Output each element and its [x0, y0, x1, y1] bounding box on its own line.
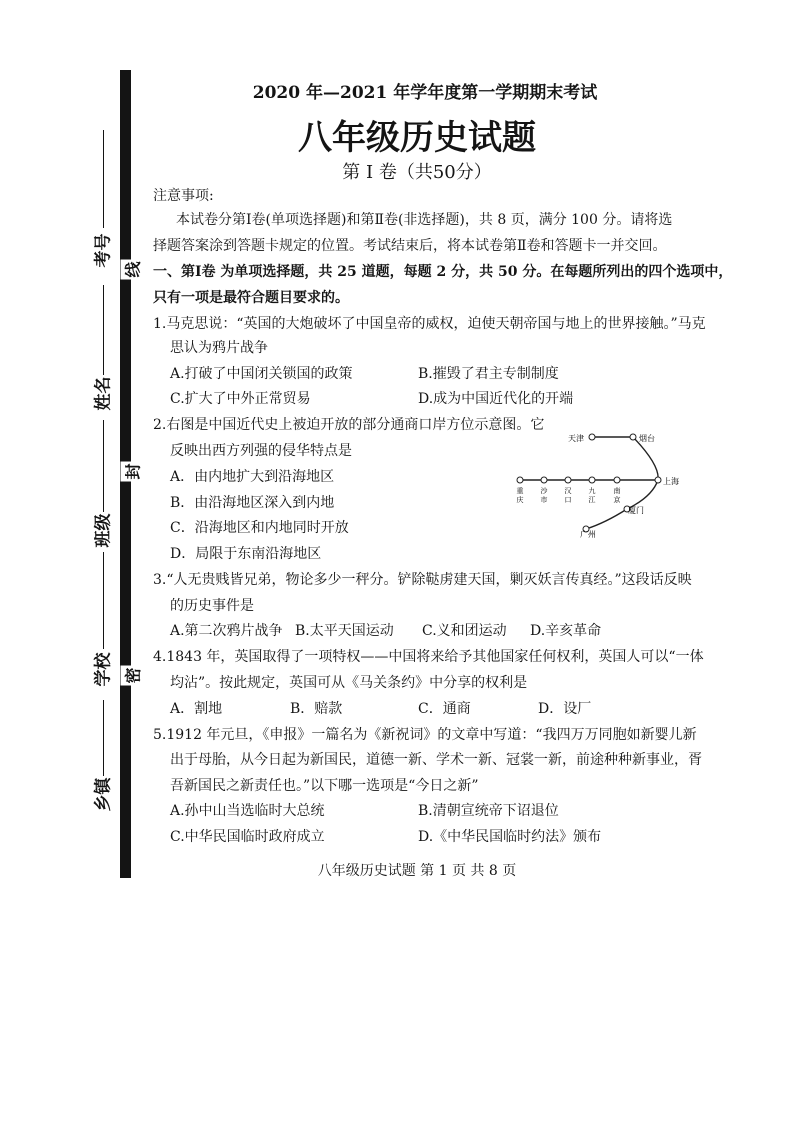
q3-option-c: C.义和团运动	[422, 623, 507, 639]
city-label-shashi: 沙市	[540, 487, 548, 504]
q4-stem-line-2: 均沾”。按此规定，英国可从《马关条约》中分享的权利是	[170, 675, 528, 691]
notice-line-2: 择题答案涂到答题卡规定的位置。考试结束后，将本试卷第Ⅱ卷和答题卡一并交回。	[153, 238, 667, 254]
notice-heading: 注意事项:	[153, 188, 214, 204]
coastline-arc	[586, 437, 658, 529]
q4-option-c: C．通商	[418, 701, 471, 717]
q3-option-d: D.辛亥革命	[530, 623, 602, 639]
q1-option-d: D.成为中国近代化的开端	[418, 391, 574, 407]
seal-char-line: 线	[121, 259, 144, 279]
q4-option-a: A．割地	[170, 701, 223, 717]
q2-option-b: B．由沿海地区深入到内地	[170, 495, 335, 511]
city-label-xiamen: 厦门	[628, 506, 644, 515]
q1-option-c: C.扩大了中外正常贸易	[170, 391, 311, 407]
q5-option-c: C.中华民国临时政府成立	[170, 829, 325, 845]
chongqing-dot	[517, 477, 523, 483]
name-line	[103, 285, 104, 375]
hankou-dot	[565, 477, 571, 483]
q5-option-a: A.孙中山当选临时大总统	[170, 803, 325, 819]
school-line	[103, 552, 104, 649]
q3-stem-line-1: 3.“人无贵贱皆兄弟，物论多少一秤分。铲除鞑虏建天国，剿灭妖言传真经。”这段话反映	[153, 572, 692, 588]
q5-stem-line-3: 吾新国民之新责任也。”以下哪一选项是“今日之新”	[170, 778, 479, 794]
city-label-nanjing: 南京	[613, 487, 621, 504]
city-label-yantai: 烟台	[639, 434, 655, 443]
section1-line-2: 只有一项是最符合题目要求的。	[153, 290, 349, 306]
river-city-labels	[517, 486, 621, 504]
shanghai-dot	[655, 477, 661, 483]
nanjing-dot	[614, 477, 620, 483]
notice-line-1: 本试卷分第Ⅰ卷(单项选择题)和第Ⅱ卷(非选择题)，共 8 页，满分 100 分。请将选	[176, 212, 673, 228]
volume-title: 第 I 卷（共50分）	[342, 162, 492, 183]
q2-stem-line-2: 反映出西方列强的侵华特点是	[170, 443, 352, 459]
q2-option-a: A．由内地扩大到沿海地区	[170, 469, 335, 485]
q4-option-d: D．设厂	[538, 701, 592, 717]
q2-option-d: D．局限于东南沿海地区	[170, 546, 322, 562]
q5-option-b: B.清朝宣统帝下诏退位	[418, 803, 559, 819]
q4-stem-line-1: 4.1843 年，英国取得了一项特权——中国将来给予其他国家任何权利，英国人可以“一体	[153, 649, 704, 665]
name-label: 姓名	[93, 376, 114, 411]
city-label-hankou: 汉口	[564, 487, 572, 504]
q3-option-a: A.第二次鸦片战争	[170, 623, 283, 639]
seal-char-seal: 封	[121, 461, 144, 481]
city-label-jiujiang: 九江	[588, 487, 596, 504]
school-label: 学校	[93, 652, 114, 687]
exam-title: 2020 年—2021 年学年度第一学期期末考试	[252, 83, 598, 103]
q5-stem-line-1: 5.1912 年元旦，《申报》一篇名为《新祝词》的文章中写道：“我四万万同胞如新婴儿新	[153, 727, 697, 743]
subject-title: 八年级历史试题	[298, 118, 536, 158]
q1-option-b: B.摧毁了君主专制制度	[418, 366, 559, 382]
class-line	[103, 420, 104, 512]
q4-option-b: B．赔款	[290, 701, 343, 717]
q2-option-c: C．沿海地区和内地同时开放	[170, 520, 349, 536]
q1-stem-line-2: 思认为鸦片战争	[170, 340, 268, 356]
city-label-shanghai: 上海	[663, 477, 679, 486]
q3-stem-line-2: 的历史事件是	[170, 598, 254, 614]
q3-option-b: B.太平天国运动	[295, 623, 394, 639]
township-label: 乡镇	[93, 777, 114, 812]
township-line	[103, 700, 104, 776]
page-footer: 八年级历史试题 第 1 页 共 8 页	[317, 863, 517, 879]
exam-number-label: 考号	[93, 233, 114, 268]
q1-option-a: A.打破了中国闭关锁国的政策	[170, 366, 353, 382]
q1-stem-line-1: 1.马克思说：“英国的大炮破坏了中国皇帝的威权，迫使天朝帝国与地上的世界接触。”马克	[153, 316, 706, 332]
q5-stem-line-2: 出于母胎，从今日起为新国民，道德一新、学术一新、冠裳一新，前途种种新事业，胥	[170, 752, 702, 768]
q5-option-d: D.《中华民国临时约法》颁布	[418, 829, 602, 845]
city-label-chongqing: 重庆	[516, 487, 524, 504]
seal-char-secret: 密	[121, 665, 144, 685]
tianjin-dot	[589, 434, 595, 440]
yantai-dot	[630, 434, 636, 440]
city-label-tianjin: 天津	[568, 434, 584, 443]
section1-line-1: 一、第Ⅰ卷 为单项选择题，共 25 道题，每题 2 分，共 50 分。在每题所列出的四个选项中，	[153, 264, 733, 280]
q2-stem-line-1: 2.右图是中国近代史上被迫开放的部分通商口岸方位示意图。它	[153, 417, 545, 433]
jiujiang-dot	[589, 477, 595, 483]
class-label: 班级	[93, 513, 114, 548]
shashi-dot	[541, 477, 547, 483]
treaty-ports-map	[510, 425, 700, 540]
city-label-guangzhou: 广州	[580, 530, 596, 539]
